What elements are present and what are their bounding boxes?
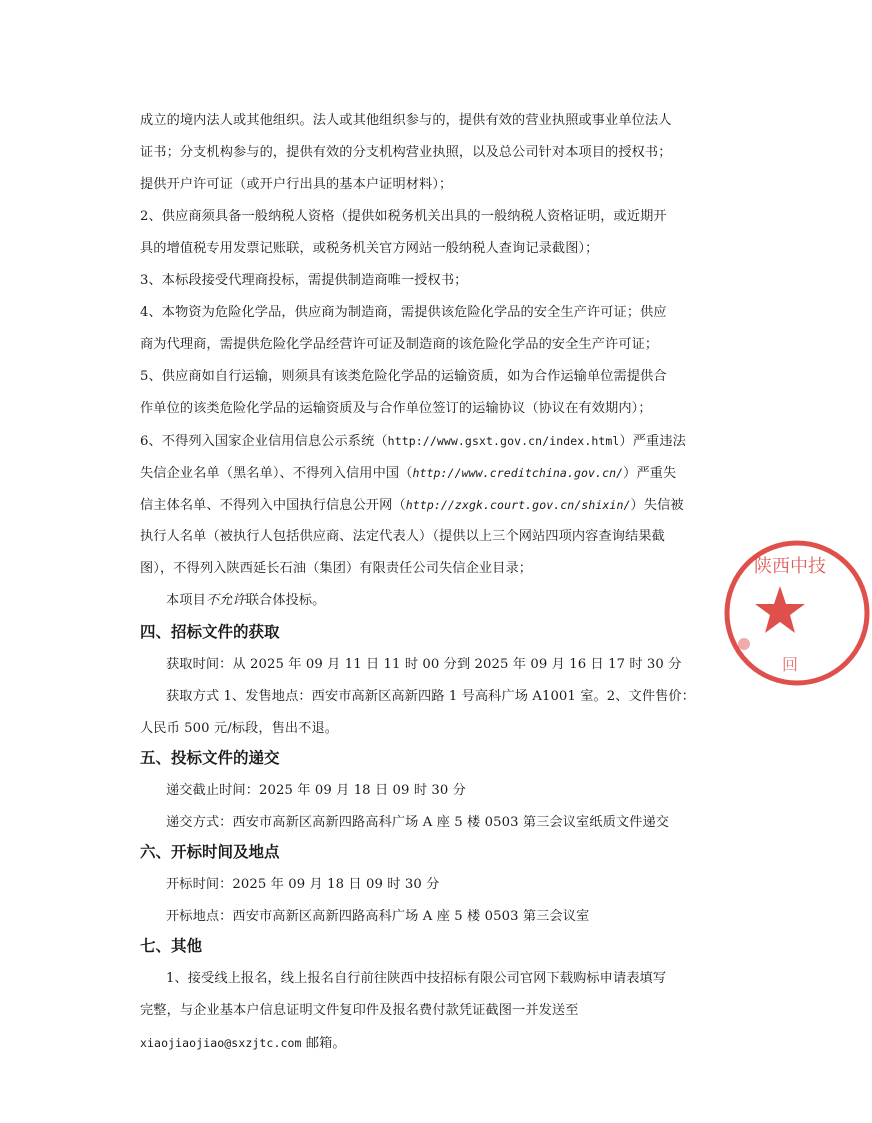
text-segment: ）严重失 bbox=[623, 466, 677, 481]
paragraph-line bbox=[140, 464, 676, 483]
section-heading-4: 四、招标文件的获取 bbox=[140, 623, 280, 641]
other-line: 1、接受线上报名，线上报名自行前往陕西中技招标有限公司官网下载购标申请表填写 bbox=[166, 971, 667, 986]
text-segment: 信主体名单、不得列入中国执行信息公开网（ bbox=[140, 498, 406, 513]
paragraph-line: 3、本标段接受代理商投标，需提供制造商唯一授权书； bbox=[140, 273, 468, 288]
gsxt-url: http://www.gsxt.gov.cn/index.html bbox=[387, 434, 620, 448]
paragraph-line: 商为代理商，需提供危险化学品经营许可证及制造商的该危险化学品的安全生产许可证； bbox=[140, 337, 659, 352]
submit-method: 递交方式：西安市高新区高新四路高科广场 A 座 5 楼 0503 第三会议室纸质文件递交 bbox=[166, 815, 670, 830]
not-allowed-text: 不允许 bbox=[205, 593, 246, 608]
paragraph-line: 证书；分支机构参与的，提供有效的分支机构营业执照，以及总公司针对本项目的授权书； bbox=[140, 145, 672, 160]
acquire-method: 获取方式 1、发售地点：西安市高新区高新四路 1 号高科广场 A1001 室。2、文件售价： bbox=[166, 689, 695, 704]
opening-place: 开标地点：西安市高新区高新四路高科广场 A 座 5 楼 0503 第三会议室 bbox=[166, 909, 590, 924]
paragraph-line: 5、供应商如自行运输，则须具有该类危险化学品的运输资质，如为合作运输单位需提供合 bbox=[140, 369, 667, 384]
paragraph-line: 2、供应商须具备一般纳税人资格（提供如税务机关出具的一般纳税人资格证明，或近期开 bbox=[140, 209, 667, 224]
text-segment: 本项目 bbox=[166, 593, 206, 608]
section-heading-7: 七、其他 bbox=[140, 937, 203, 955]
paragraph-line: 成立的境内法人或其他组织。法人或其他组织参与的，提供有效的营业执照或事业单位法人 bbox=[140, 113, 672, 128]
text-segment: 6、不得列入国家企业信用信息公示系统（ bbox=[140, 434, 388, 449]
text-segment: 邮箱。 bbox=[301, 1036, 346, 1051]
text-segment: 联合体投标。 bbox=[245, 593, 326, 608]
consortium-line bbox=[166, 592, 325, 610]
paragraph-line: 作单位的该类危险化学品的运输资质及与合作单位签订的运输协议（协议在有效期内）； bbox=[140, 401, 652, 416]
section-heading-6: 六、开标时间及地点 bbox=[140, 843, 280, 861]
zxgk-url: http://zxgk.court.gov.cn/shixin/ bbox=[405, 498, 631, 512]
contact-email: xiaojiaojiao@sxzjtc.com bbox=[140, 1036, 302, 1050]
acquire-price: 人民币 500 元/标段，售出不退。 bbox=[140, 721, 339, 736]
section-heading-5: 五、投标文件的递交 bbox=[140, 749, 280, 767]
opening-time: 开标时间：2025 年 09 月 18 日 09 时 30 分 bbox=[166, 877, 440, 892]
creditchina-url: http://www.creditchina.gov.cn/ bbox=[412, 466, 624, 480]
other-line: 完整，与企业基本户信息证明文件复印件及报名费付款凭证截图一并发送至 bbox=[140, 1003, 579, 1018]
text-segment: 失信企业名单（黑名单）、不得列入信用中国（ bbox=[140, 466, 413, 481]
company-seal-icon bbox=[722, 538, 872, 688]
paragraph-line: 图），不得列入陕西延长石油（集团）有限责任公司失信企业目录； bbox=[140, 561, 533, 576]
paragraph-line bbox=[140, 432, 686, 451]
text-segment: ）严重违法 bbox=[619, 434, 686, 449]
acquire-time: 获取时间：从 2025 年 09 月 11 日 11 时 00 分到 2025 年 09 月 16 日 17 时 30 分 bbox=[166, 657, 682, 672]
paragraph-line: 执行人名单（被执行人包括供应商、法定代表人）（提供以上三个网站四项内容查询结果截 bbox=[140, 529, 665, 544]
submit-deadline: 递交截止时间：2025 年 09 月 18 日 09 时 30 分 bbox=[166, 783, 466, 798]
svg-text:陕西中技: 陕西中技 bbox=[754, 556, 826, 577]
paragraph-line: 4、本物资为危险化学品，供应商为制造商，需提供该危险化学品的安全生产许可证；供应 bbox=[140, 305, 667, 320]
paragraph-line: 提供开户许可证（或开户行出具的基本户证明材料）； bbox=[140, 177, 453, 192]
paragraph-line bbox=[140, 496, 684, 515]
text-segment: ）失信被 bbox=[630, 498, 684, 513]
svg-text:回: 回 bbox=[782, 655, 799, 674]
email-line bbox=[140, 1034, 346, 1053]
paragraph-line: 具的增值税专用发票记账联，或税务机关官方网站一般纳税人查询记录截图）； bbox=[140, 241, 599, 256]
